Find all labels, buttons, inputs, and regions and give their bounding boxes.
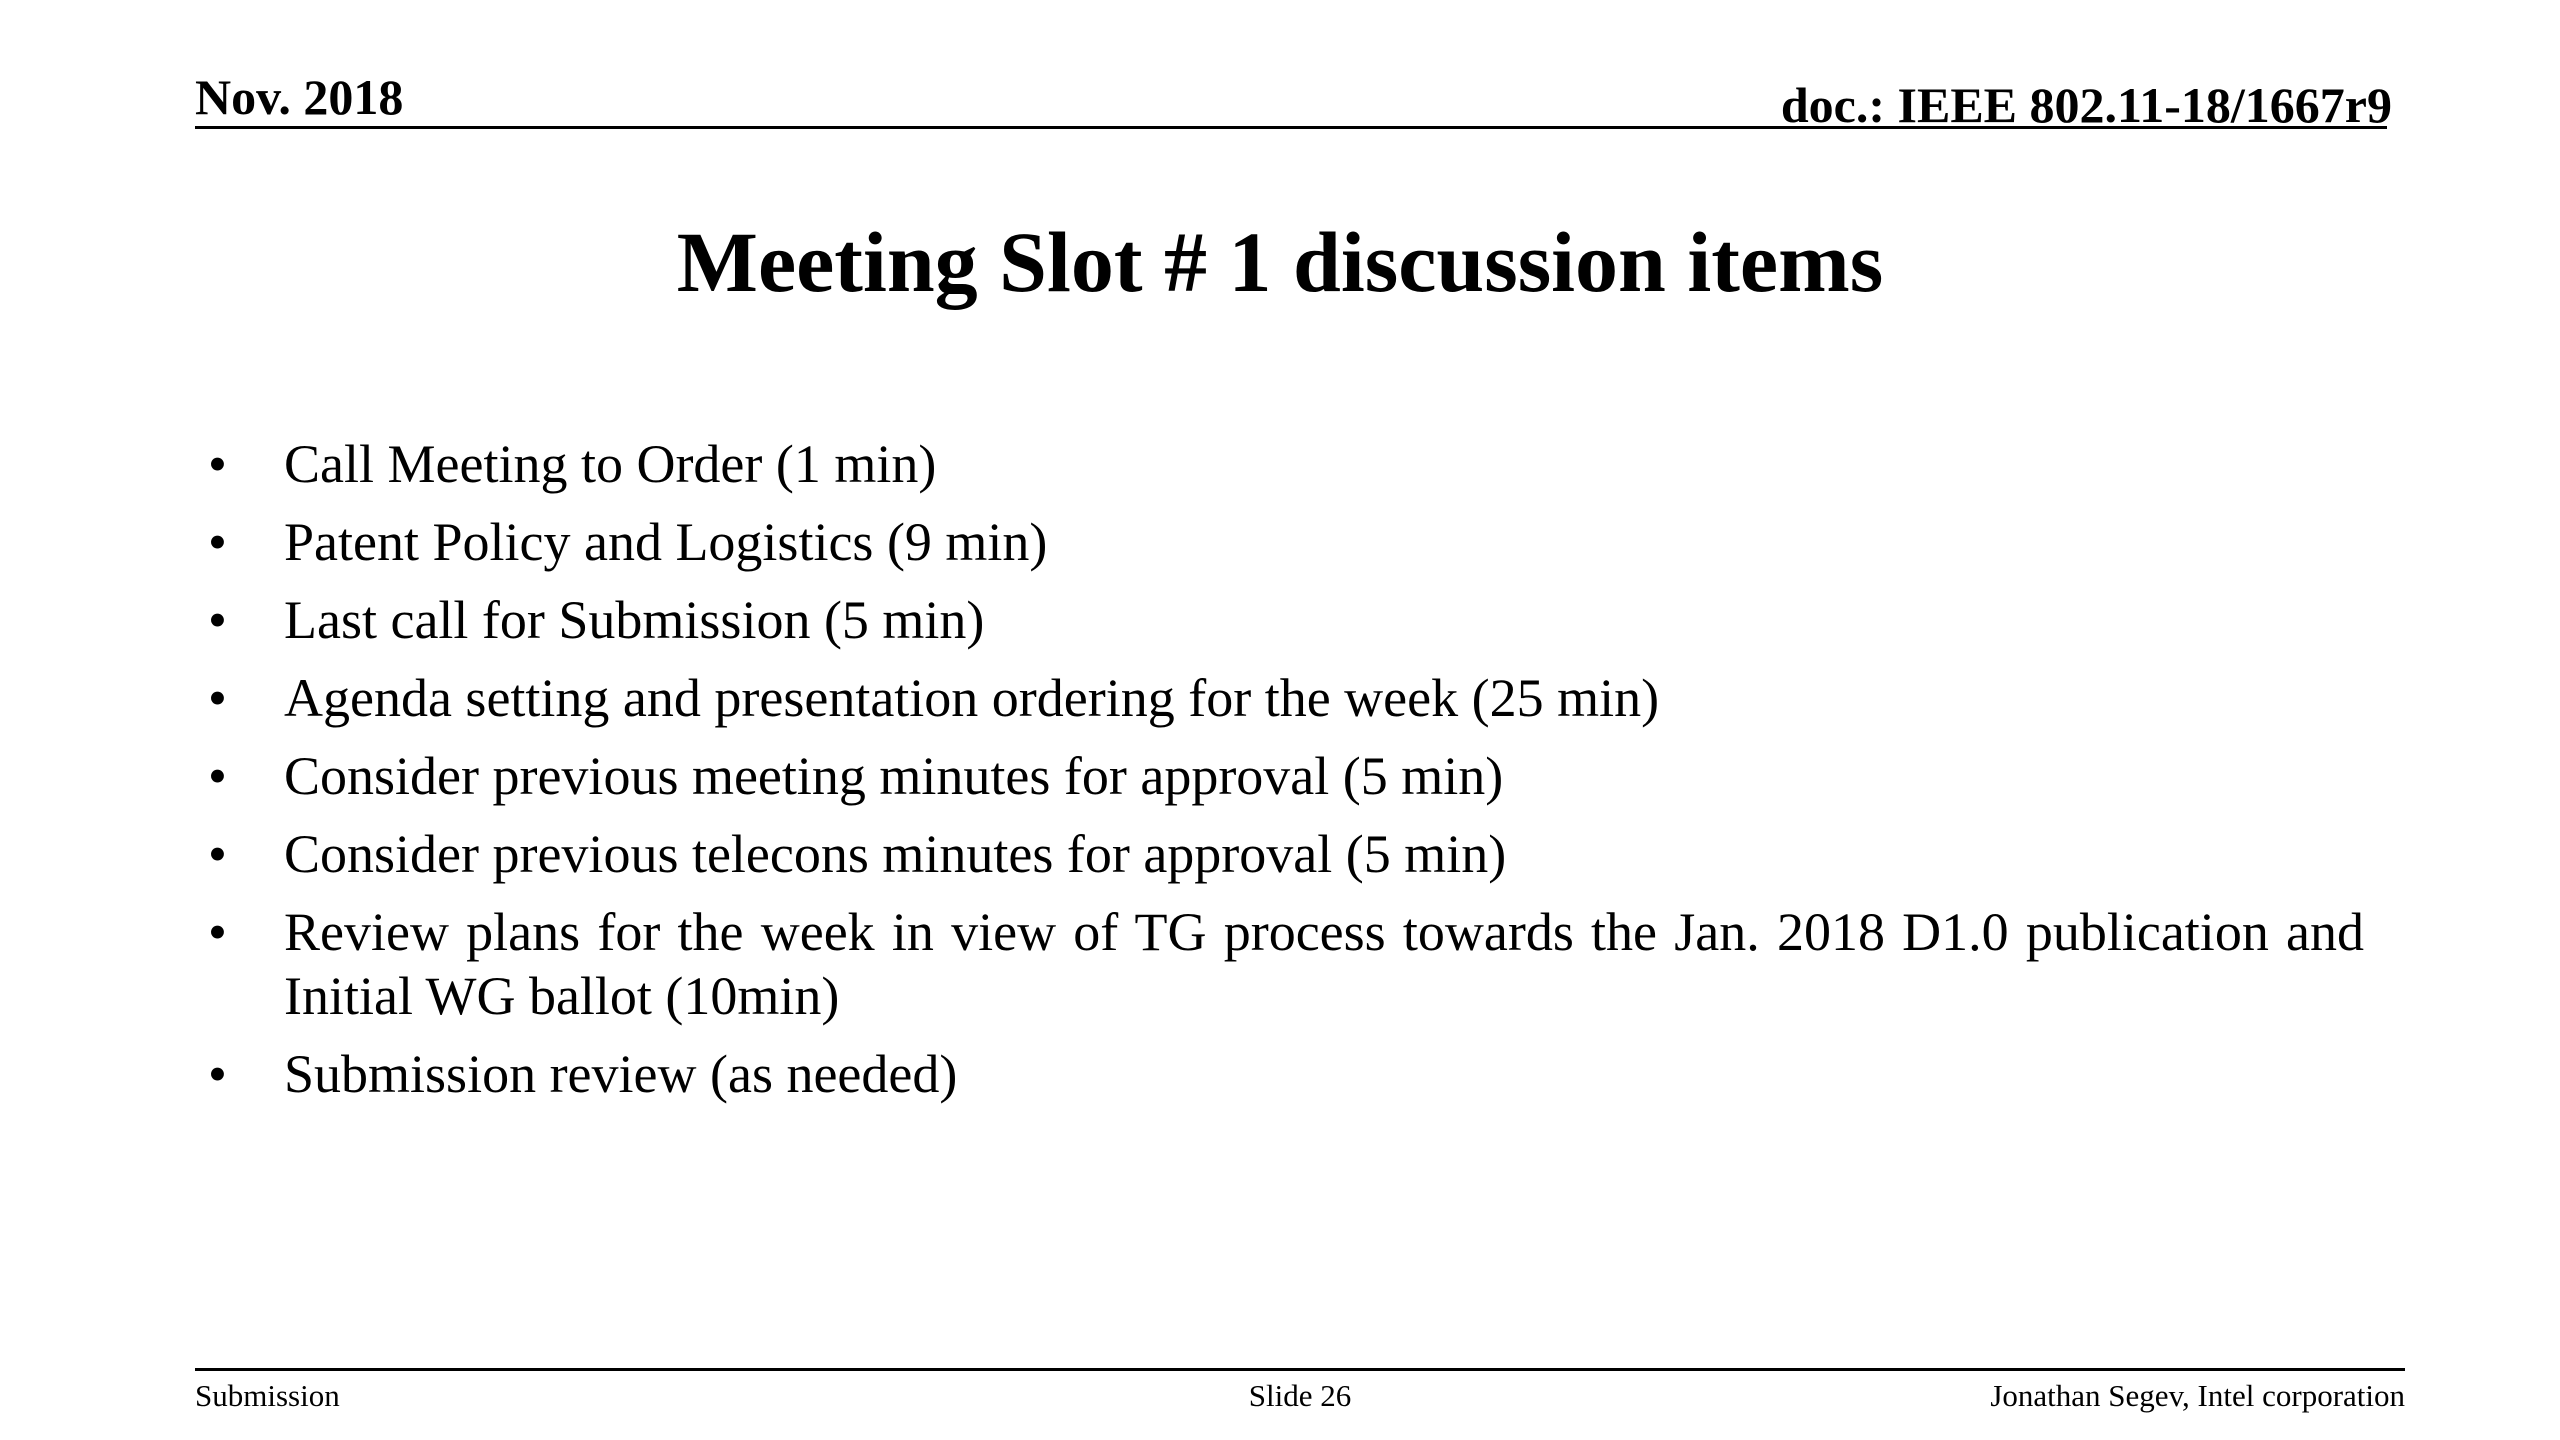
footer-divider xyxy=(195,1368,2405,1371)
bullet-text: Patent Policy and Logistics (9 min) xyxy=(284,512,1048,572)
bullet-text: Call Meeting to Order (1 min) xyxy=(284,434,937,494)
bullet-icon: • xyxy=(208,512,227,572)
bullet-text: Last call for Submission (5 min) xyxy=(284,590,985,650)
bullet-text: Review plans for the week in view of TG process towards the Jan. 2018 D1.0 publication and Initial WG ballot (10min) xyxy=(284,902,2364,1026)
bullet-item xyxy=(0,432,2364,496)
bullet-item xyxy=(0,822,2364,886)
bullet-icon: • xyxy=(208,434,227,494)
bullet-item xyxy=(0,1042,2364,1106)
footer-slide-number: Slide 26 xyxy=(1248,1378,1352,1413)
header-date: Nov. 2018 xyxy=(195,69,404,125)
bullet-item xyxy=(0,900,2364,1028)
bullet-icon: • xyxy=(208,824,227,884)
bullet-icon: • xyxy=(208,1044,227,1104)
slide-title: Meeting Slot # 1 discussion items xyxy=(676,214,1884,310)
bullet-item xyxy=(0,744,2364,808)
bullet-icon: • xyxy=(208,746,227,806)
header-doc-id: doc.: IEEE 802.11-18/1667r9 xyxy=(1780,77,2392,133)
bullet-list xyxy=(0,432,2560,1120)
bullet-text: Agenda setting and presentation ordering for the week (25 min) xyxy=(284,668,1660,728)
bullet-item xyxy=(0,588,2364,652)
bullet-icon: • xyxy=(208,668,227,728)
bullet-text: Submission review (as needed) xyxy=(284,1044,958,1104)
bullet-icon: • xyxy=(208,590,227,650)
footer-author: Jonathan Segev, Intel corporation xyxy=(1990,1378,2405,1413)
footer-submission: Submission xyxy=(195,1378,340,1413)
bullet-icon: • xyxy=(208,902,227,962)
bullet-text: Consider previous telecons minutes for approval (5 min) xyxy=(284,824,1507,884)
bullet-text: Consider previous meeting minutes for approval (5 min) xyxy=(284,746,1504,806)
bullet-item xyxy=(0,510,2364,574)
bullet-item xyxy=(0,666,2364,730)
header-divider xyxy=(195,126,2387,129)
